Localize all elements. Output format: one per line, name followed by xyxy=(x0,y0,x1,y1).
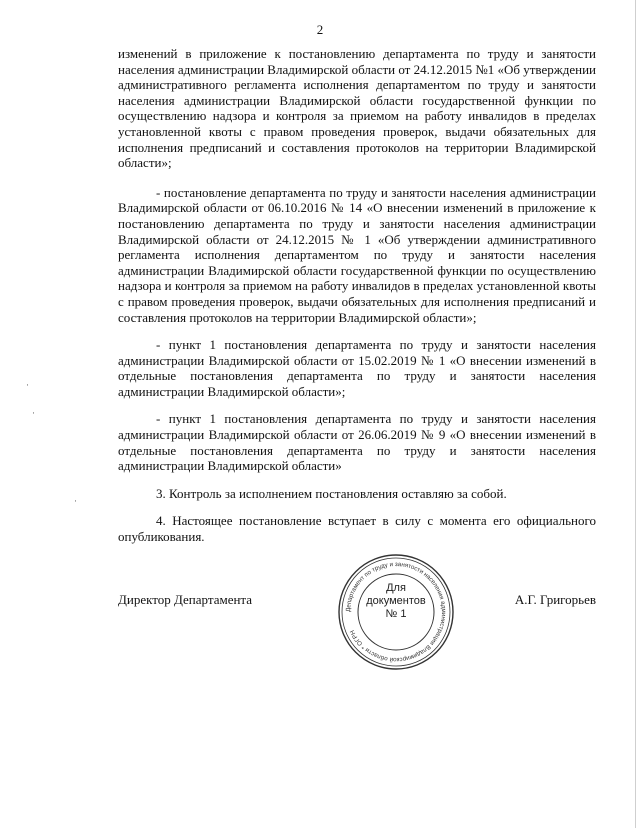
seal-center-line: документов xyxy=(366,595,426,607)
signature-name: А.Г. Григорьев xyxy=(514,592,596,607)
signature-title: Директор Департамента xyxy=(118,592,253,607)
scan-speck: · xyxy=(32,408,35,418)
page-number: 2 xyxy=(316,22,324,37)
seal-center-line: Для xyxy=(386,582,406,594)
scan-edge-line xyxy=(635,0,636,828)
seal-center-line: № 1 xyxy=(385,608,407,620)
seal-ring-text: Департамент по труду и занятости населения администрации Владимирской области * ОГРН xyxy=(344,560,448,664)
paragraph-list-item-3: - пункт 1 постановления департамента по труду и занятости населения администрации Владимирской области от 26.06.2019 № 9 «О внесении изменений в отдельные постановления департамента по труду и занятости населения администрации Владимирской области» xyxy=(118,411,596,474)
scan-speck: · xyxy=(74,496,77,506)
signature-row xyxy=(0,592,640,622)
document-body xyxy=(118,46,596,557)
official-seal xyxy=(336,552,456,672)
paragraph-continuation: изменений в приложение к постановлению департамента по труду и занятости населения администрации Владимирской области от 24.12.2015 №1 «Об утверждении административного регламента исполнения департаментом по труду и занятости населения администрации Владимирской области государственной функции по осуществлению надзора и контроля за приемом на работу инвалидов в пределах установленной квоты с правом проведения проверок, выдачи обязательных для исполнения предписаний и составления протоколов на территории Владимирской области»; xyxy=(118,46,596,171)
paragraph-list-item-2: - пункт 1 постановления департамента по труду и занятости населения администрации Владимирской области от 15.02.2019 № 1 «О внесении изменений в отдельные постановления департамента по труду и занятости населения администрации Владимирской области»; xyxy=(118,337,596,399)
paragraph-list-item-1: - постановление департамента по труду и занятости населения администрации Владимирской области от 06.10.2016 № 14 «О внесении изменений в приложение к постановлению департамента по труду и занятости населения администрации Владимирской области от 24.12.2015 № 1 «Об утверждении административного регламента исполнения департаментом по труду и занятости населения администрации Владимирской области государственной функции по осуществлению надзора и контроля за приемом на работу инвалидов в пределах установленной квоты с правом проведения проверок, выдачи обязательных для исполнения предписаний и составления протоколов на территории Владимирской области»; xyxy=(118,184,596,325)
paragraph-item-4: 4. Настоящее постановление вступает в силу с момента его официального опубликования. xyxy=(118,513,596,545)
scan-speck: · xyxy=(26,380,29,390)
paragraph-item-3: 3. Контроль за исполнением постановления оставляю за собой. xyxy=(156,485,507,501)
seal-center-text xyxy=(336,582,456,621)
